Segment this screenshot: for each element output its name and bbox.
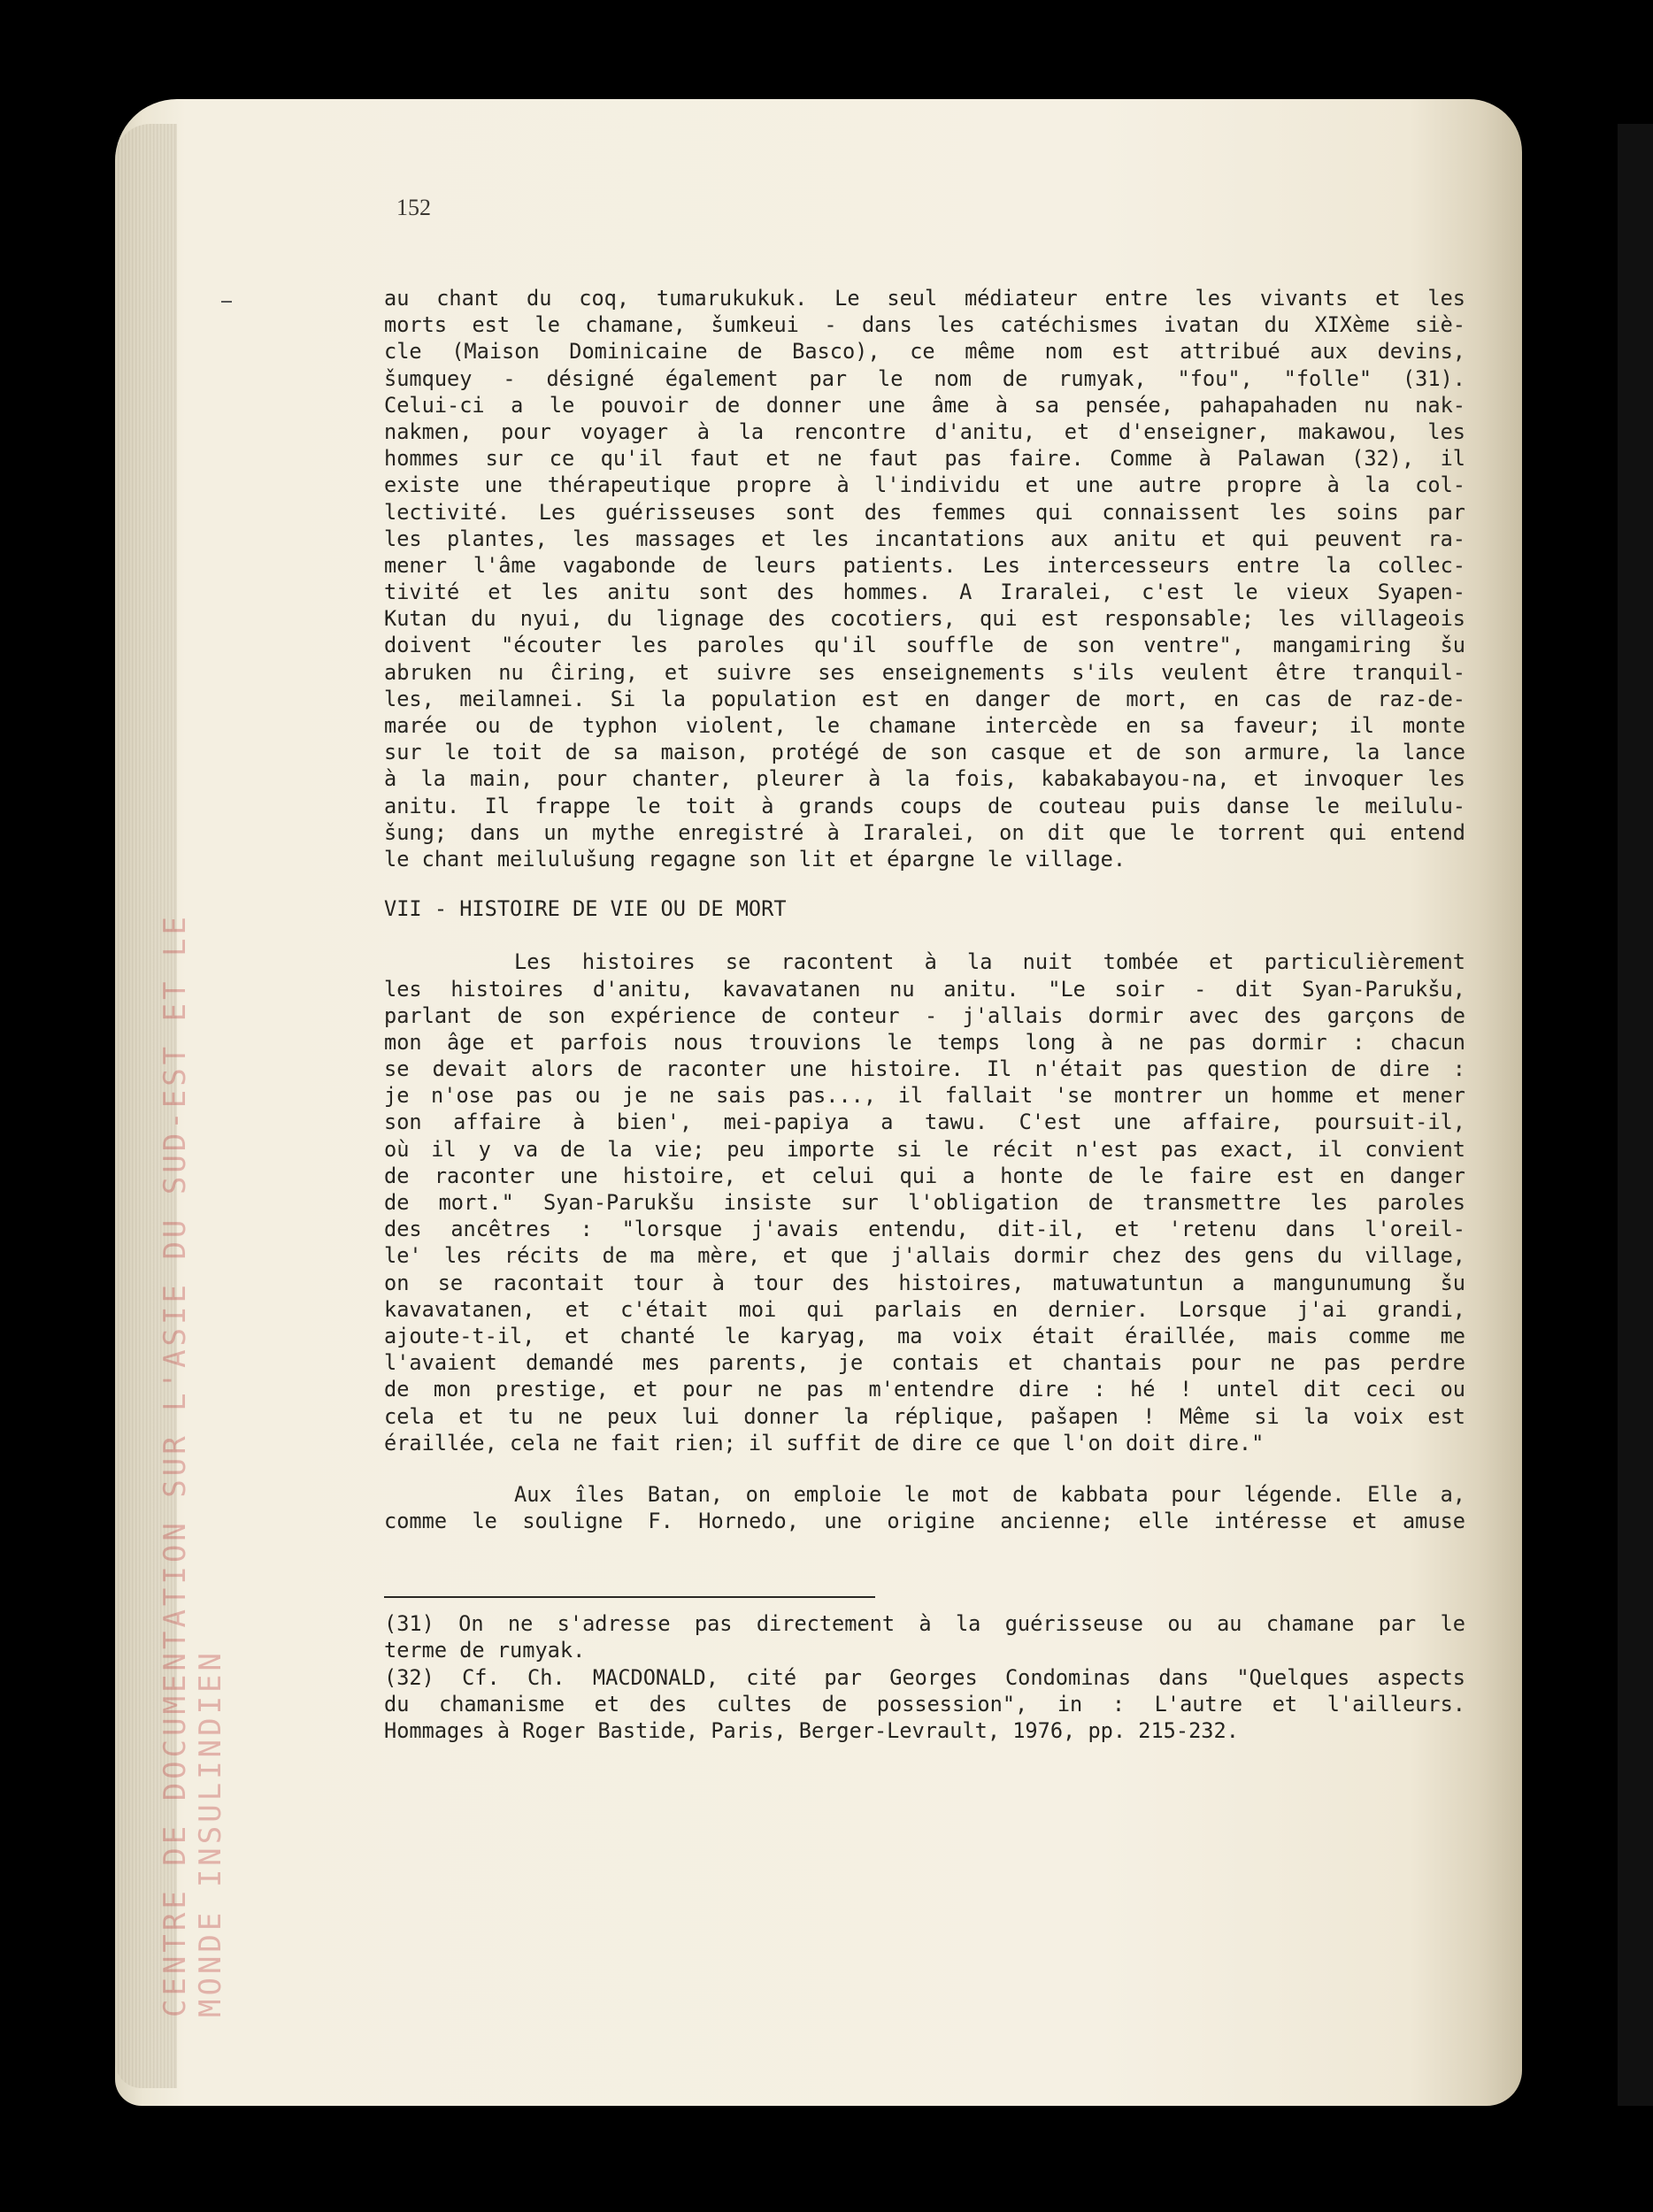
text-line: le' les récits de ma mère, et que j'allais dormir chez des gens du village,: [384, 1243, 1465, 1269]
text-line: mon âge et parfois nous trouvions le temps long à ne pas dormir : chacun: [384, 1029, 1465, 1055]
text-line: se devait alors de raconter une histoire. Il n'était pas question de dire :: [384, 1056, 1465, 1082]
text-line: lectivité. Les guérisseuses sont des femmes qui connaissent les soins par: [384, 499, 1465, 525]
text-line: Celui-ci a le pouvoir de donner une âme à sa pensée, pahapahaden nu nak-: [384, 392, 1465, 418]
text-line: nakmen, pour voyager à la rencontre d'anitu, et d'enseigner, makawou, les: [384, 419, 1465, 444]
text-line: tivité et les anitu sont des hommes. A Iraralei, c'est le vieux Syapen-: [384, 580, 1465, 605]
footnotes: [384, 1610, 1465, 1744]
text-line: kavavatanen, et c'était moi qui parlais en dernier. Lorsque j'ai grandi,: [384, 1296, 1465, 1322]
text-line: morts est le chamane, šumkeui - dans les catéchismes ivatan du XIXème siè-: [384, 312, 1465, 338]
paragraph-3: [384, 1481, 1465, 1534]
text-line: existe une thérapeutique propre à l'individu et une autre propre à la col-: [384, 472, 1465, 498]
text-line: l'avaient demandé mes parents, je contais et chantais pour ne pas perdre: [384, 1350, 1465, 1376]
text-line: les plantes, les massages et les incantations aux anitu et qui peuvent ra-: [384, 526, 1465, 551]
text-line: de mon prestige, et pour ne pas m'entendre dire : hé ! untel dit ceci ou: [384, 1377, 1465, 1402]
text-line: cle (Maison Dominicaine de Basco), ce même nom est attribué aux devins,: [384, 339, 1465, 365]
text-line: à la main, pour chanter, pleurer à la fois, kabakabayou-na, et invoquer les: [384, 766, 1465, 792]
text-line: parlant de son expérience de conteur - j'allais dormir avec des garçons de: [384, 1002, 1465, 1028]
footnote-line: (32) Cf. Ch. MACDONALD, cité par Georges Condominas dans "Quelques aspects: [384, 1664, 1465, 1690]
text-line: mener l'âme vagabonde de leurs patients. Les intercesseurs entre la collec-: [384, 552, 1465, 578]
margin-mark: [221, 301, 232, 303]
text-line: les, meilamnei. Si la population est en danger de mort, en cas de raz-de-: [384, 686, 1465, 711]
text-line: anitu. Il frappe le toit à grands coups de couteau puis danse le meilulu-: [384, 793, 1465, 818]
text-line: son affaire à bien', mei-papiya a tawu. C'est une affaire, poursuit-il,: [384, 1110, 1465, 1135]
book-spine-shadow: [1618, 124, 1653, 2106]
text-line: on se racontait tour à tour des histoires, matuwatuntun a mangunumung šu: [384, 1270, 1465, 1295]
text-line: Kutan du nyui, du lignage des cocotiers, qui est responsable; les villageois: [384, 606, 1465, 632]
library-stamp: CENTRE DE DOCUMENTATION SUR L'ASIE DU SUD-EST ET LE MONDE INSULINDIEN: [158, 913, 228, 2017]
text-line: hommes sur ce qu'il faut et ne faut pas faire. Comme à Palawan (32), il: [384, 446, 1465, 472]
footnote-line: Hommages à Roger Bastide, Paris, Berger-Levrault, 1976, pp. 215-232.: [384, 1718, 1239, 1743]
footnote-separator: [384, 1596, 875, 1598]
text-line: je n'ose pas ou je ne sais pas..., il fallait 'se montrer un homme et mener: [384, 1083, 1465, 1109]
text-line: abruken nu ĉiring, et suivre ses enseignements s'ils veulent être tranquil-: [384, 659, 1465, 685]
text-line: les histoires d'anitu, kavavatanen nu anitu. "Le soir - dit Syan-Parukšu,: [384, 976, 1465, 1002]
text-line: cela et tu ne peux lui donner la réplique, pašapen ! Même si la voix est: [384, 1403, 1465, 1429]
text-line: šumquey - désigné également par le nom de rumyak, "fou", "folle" (31).: [384, 365, 1465, 391]
page-body: [384, 285, 1465, 1744]
footnote-line: terme de rumyak.: [384, 1638, 586, 1663]
text-line: Les histoires se racontent à la nuit tombée et particulièrement: [514, 949, 1465, 975]
text-line: où il y va de la vie; peu importe si le récit n'est pas exact, il convient: [384, 1136, 1465, 1162]
text-line: de raconter une histoire, et celui qui a honte de le faire est en danger: [384, 1163, 1465, 1188]
footnote-line: du chamanisme et des cultes de possession", in : L'autre et l'ailleurs.: [384, 1691, 1465, 1717]
paragraph-gap: [384, 1456, 1465, 1481]
text-line: des ancêtres : "lorsque j'avais entendu, dit-il, et 'retenu dans l'oreil-: [384, 1217, 1465, 1242]
text-line: šung; dans un mythe enregistré à Iraralei, on dit que le torrent qui entend: [384, 819, 1465, 845]
text-line: le chant meilulušung regagne son lit et épargne le village.: [384, 846, 1126, 872]
text-line: doivent "écouter les paroles qu'il souffle de son ventre", mangamiring šu: [384, 633, 1465, 658]
text-line: ajoute-t-il, et chanté le karyag, ma voix était éraillée, mais comme me: [384, 1323, 1465, 1348]
text-line: Aux îles Batan, on emploie le mot de kabbata pour légende. Elle a,: [514, 1481, 1465, 1507]
text-line: comme le souligne F. Hornedo, une origine ancienne; elle intéresse et amuse: [384, 1509, 1465, 1534]
text-line: éraillée, cela ne fait rien; il suffit de dire ce que l'on doit dire.": [384, 1430, 1265, 1455]
paragraph-1: [384, 285, 1465, 872]
text-line: de mort." Syan-Parukšu insiste sur l'obligation de transmettre les paroles: [384, 1190, 1465, 1215]
text-line: sur le toit de sa maison, protégé de son casque et de son armure, la lance: [384, 740, 1465, 765]
text-line: au chant du coq, tumarukukuk. Le seul médiateur entre les vivants et les: [384, 286, 1465, 311]
section-heading: VII - HISTOIRE DE VIE OU DE MORT: [384, 896, 787, 922]
paragraph-2: [384, 949, 1465, 1456]
text-line: marée ou de typhon violent, le chamane intercède en sa faveur; il monte: [384, 713, 1465, 738]
page-number: 152: [396, 195, 431, 220]
footnote-line: (31) On ne s'adresse pas directement à la guérisseuse ou au chamane par le: [384, 1611, 1465, 1637]
